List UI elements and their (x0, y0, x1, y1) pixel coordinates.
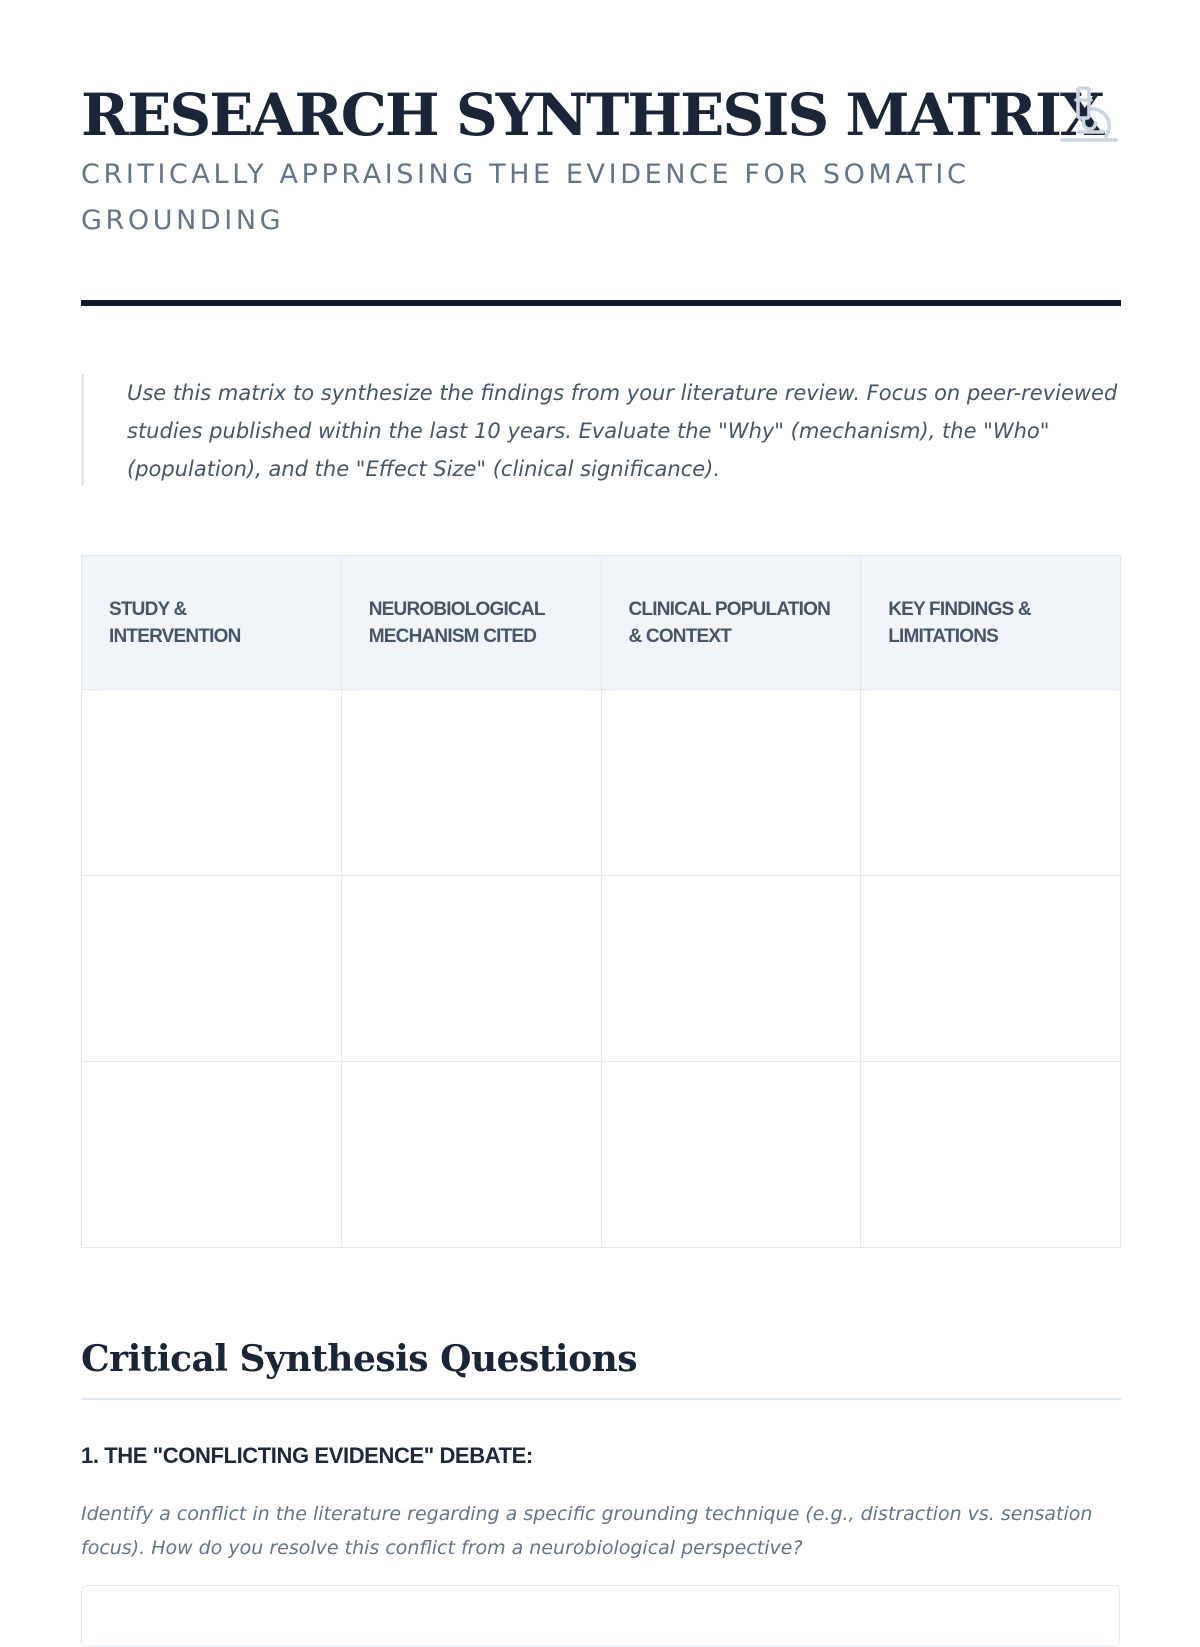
table-cell[interactable] (82, 876, 342, 1062)
microscope-icon (1059, 82, 1119, 146)
table-cell[interactable] (341, 1062, 601, 1248)
header-divider (81, 300, 1121, 306)
column-header (82, 556, 342, 690)
column-header (341, 556, 601, 690)
question-heading: 1. THE "CONFLICTING EVIDENCE" DEBATE: (81, 1443, 533, 1468)
table-cell[interactable] (601, 690, 861, 876)
table-cell[interactable] (861, 690, 1121, 876)
column-header (601, 556, 861, 690)
column-header (861, 556, 1121, 690)
table-cell[interactable] (861, 876, 1121, 1062)
instructions-text: Use this matrix to synthesize the findings from your literature review. Focus on peer-reviewed studies published within the last 10 years. Evaluate the "Why" (mechanism), the "Who" (population), and the "Effect Size" (clinical significance). (127, 381, 1118, 481)
page-subtitle: CRITICALLY APPRAISING THE EVIDENCE FOR SOMATIC GROUNDING (81, 159, 970, 236)
section-title: Critical Synthesis Questions (81, 1338, 638, 1380)
section-divider (81, 1398, 1121, 1400)
table-row (82, 876, 1121, 1062)
table-cell[interactable] (341, 876, 601, 1062)
table-row (82, 1062, 1121, 1248)
column-header-label: KEY FINDINGS & LIMITATIONS (888, 598, 1031, 647)
column-header-label: STUDY & INTERVENTION (109, 598, 241, 647)
table-row (82, 690, 1121, 876)
table-header-row (82, 556, 1121, 690)
table-cell[interactable] (861, 1062, 1121, 1248)
answer-box[interactable] (81, 1585, 1120, 1647)
table-cell[interactable] (601, 876, 861, 1062)
column-header-label: CLINICAL POPULATION & CONTEXT (628, 598, 831, 647)
column-header-label: NEUROBIOLOGICAL MECHANISM CITED (368, 598, 545, 647)
question-prompt: Identify a conflict in the literature regarding a specific grounding technique (e.g., distraction vs. sensation focus). How do you resolve this conflict from a neurobiological perspective? (81, 1503, 1093, 1559)
table-cell[interactable] (82, 1062, 342, 1248)
table-cell[interactable] (341, 690, 601, 876)
table-cell[interactable] (82, 690, 342, 876)
page-title: RESEARCH SYNTHESIS MATRIX (81, 81, 1103, 149)
table-cell[interactable] (601, 1062, 861, 1248)
instructions-callout (81, 374, 1124, 486)
synthesis-matrix-table (81, 555, 1121, 1248)
